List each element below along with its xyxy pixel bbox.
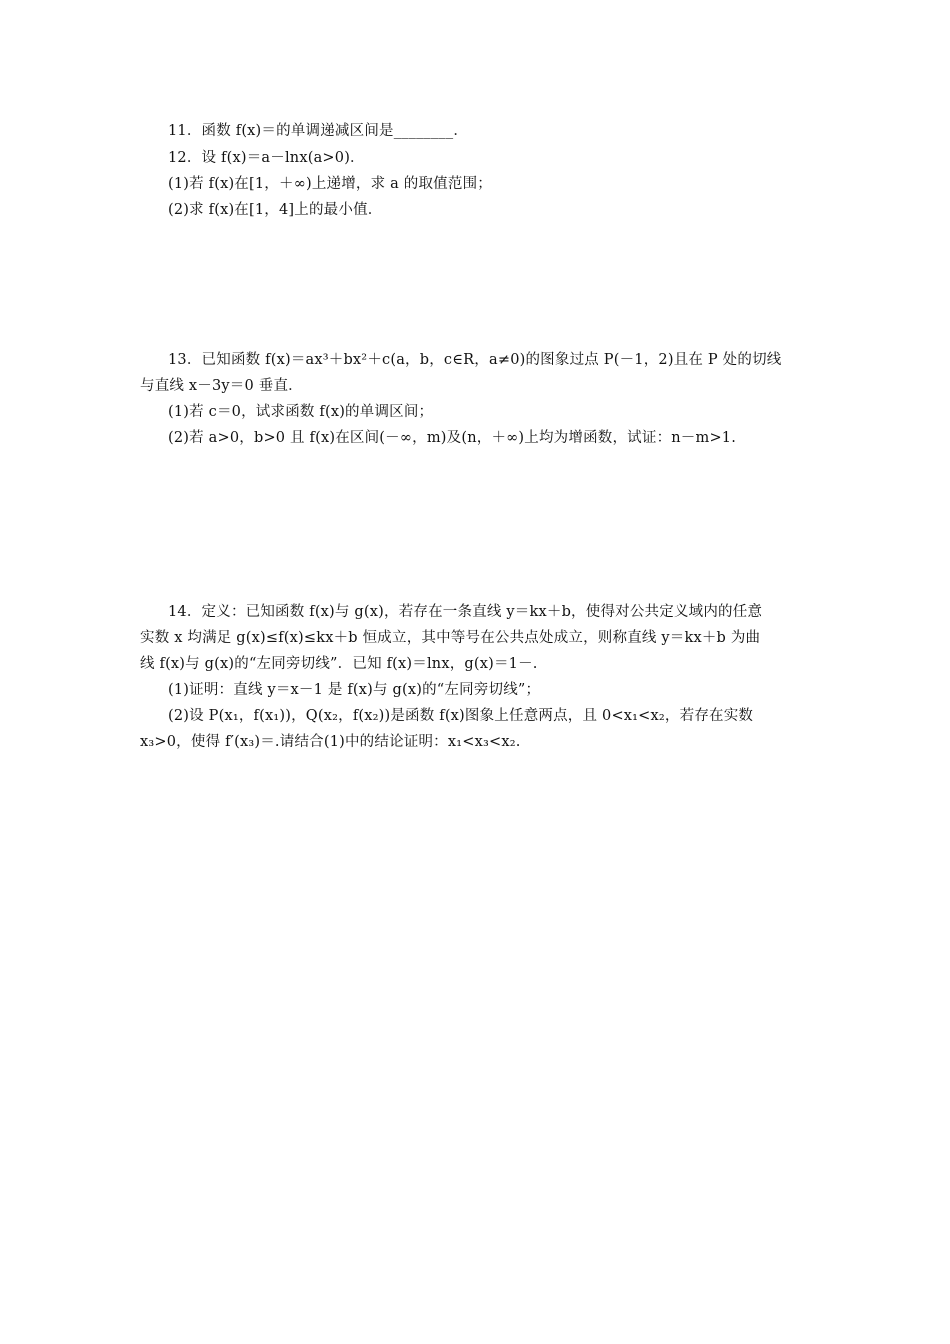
problem-14-stem-line-3: 线 f(x)与 g(x)的“左同旁切线”．已知 f(x)＝lnx，g(x)＝1－. (140, 656, 538, 672)
problem-13-stem-line-1: 13．已知函数 f(x)＝ax³＋bx²＋c(a，b，c∈R，a≠0)的图象过点 P(－1，2)且在 P 处的切线 (168, 352, 782, 368)
problem-13-part-2: (2)若 a>0，b>0 且 f(x)在区间(－∞，m)及(n，＋∞)上均为增函数，试证：n－m>1. (168, 430, 737, 446)
problem-14-part-1: (1)证明：直线 y＝x－1 是 f(x)与 g(x)的“左同旁切线”； (168, 682, 541, 698)
problem-14-part-2-line-2: x₃>0，使得 f′(x₃)＝.请结合(1)中的结论证明：x₁<x₃<x₂. (140, 734, 521, 750)
problem-12-stem: 12．设 f(x)＝a－lnx(a>0)． (168, 150, 365, 166)
problem-13-part-1: (1)若 c＝0，试求函数 f(x)的单调区间； (168, 404, 434, 420)
problem-14-stem-line-1: 14．定义：已知函数 f(x)与 g(x)，若存在一条直线 y＝kx＋b，使得对公共定义域内的任意 (168, 604, 763, 620)
problem-13-stem-line-2: 与直线 x－3y＝0 垂直． (140, 378, 303, 394)
problem-12-part-2: (2)求 f(x)在[1，4]上的最小值． (168, 202, 383, 218)
problem-11: 11．函数 f(x)＝的单调递减区间是________． (168, 123, 469, 139)
problem-14-part-2-line-1: (2)设 P(x₁，f(x₁))，Q(x₂，f(x₂))是函数 f(x)图象上任意两点，且 0<x₁<x₂，若存在实数 (168, 708, 754, 724)
problem-14-stem-line-2: 实数 x 均满足 g(x)≤f(x)≤kx＋b 恒成立，其中等号在公共点处成立，则称直线 y＝kx＋b 为曲 (140, 630, 761, 646)
problem-12-part-1: (1)若 f(x)在[1，＋∞)上递增，求 a 的取值范围； (168, 176, 492, 192)
